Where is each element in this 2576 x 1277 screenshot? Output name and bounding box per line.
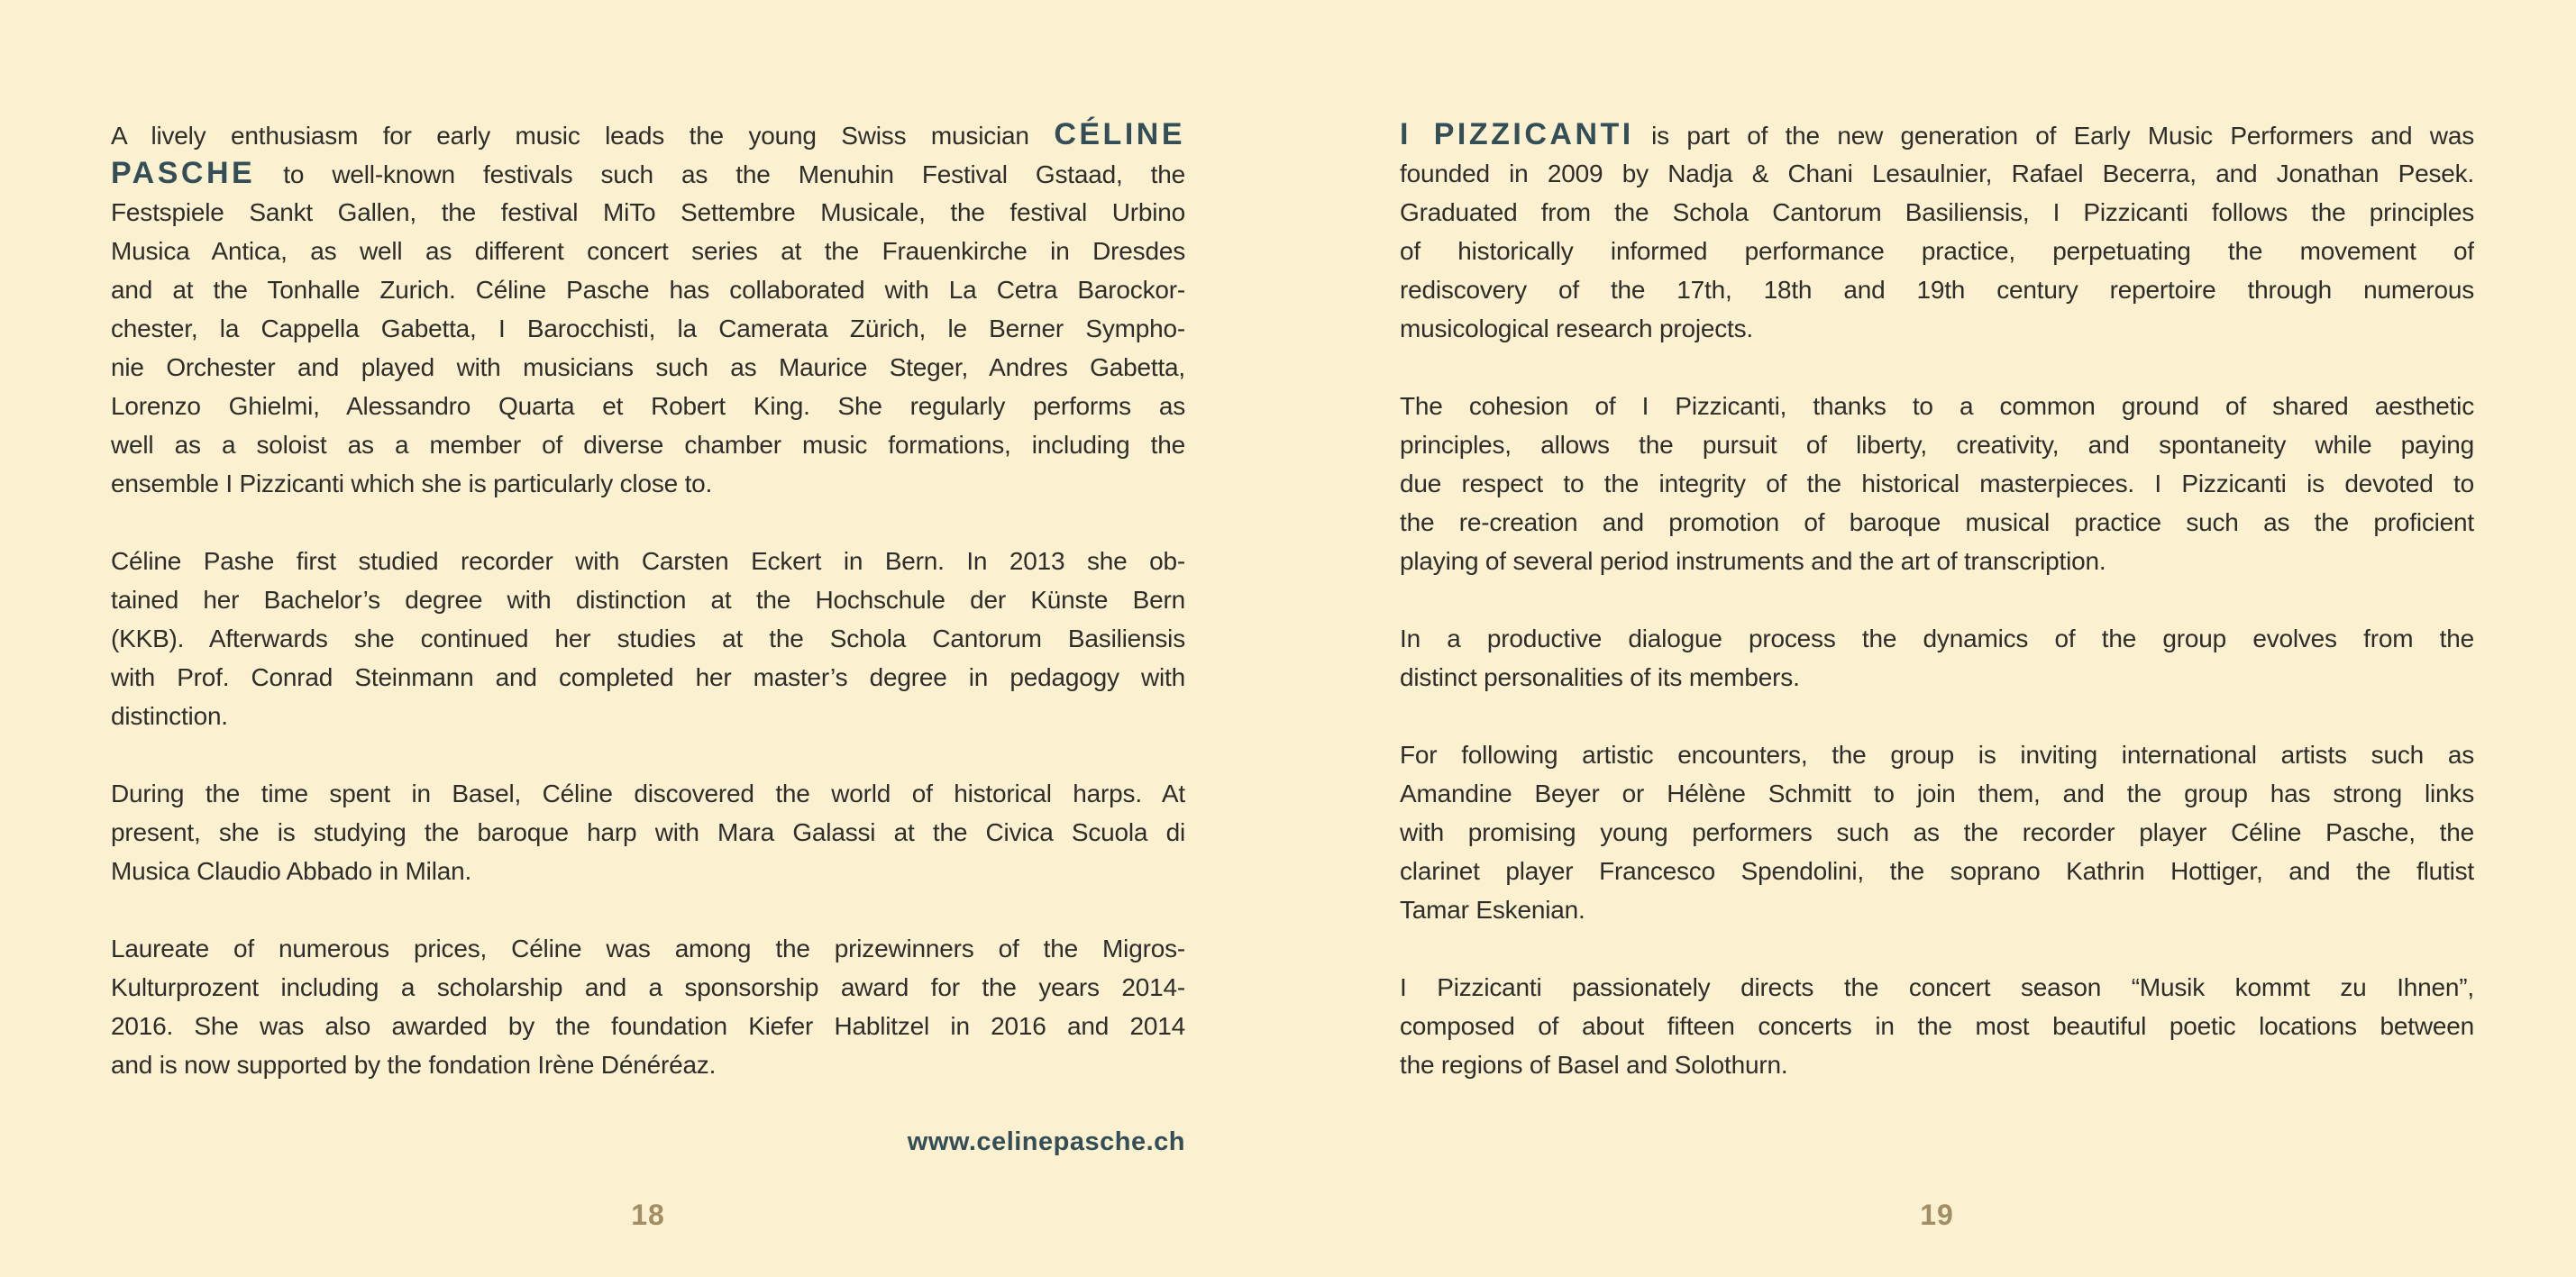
text-line: During the time spent in Basel, Céline discovered the world of historical harps. At [111, 780, 1185, 807]
paragraph [111, 929, 1185, 1084]
text-line: founded in 2009 by Nadja & Chani Lesaulnier, Rafael Becerra, and Jonathan Pesek. [1400, 160, 2474, 187]
text-line: chester, la Cappella Gabetta, I Barocchisti, la Camerata Zürich, le Berner Sympho- [111, 315, 1185, 342]
paragraph [111, 774, 1185, 890]
text-line: distinct personalities of its members. [1400, 663, 1800, 691]
text-line: Kulturprozent including a scholarship and a sponsorship award for the years 2014- [111, 973, 1185, 1001]
paragraph [1400, 387, 2474, 580]
text-line: tained her Bachelor’s degree with distinction at the Hochschule der Künste Bern [111, 586, 1185, 614]
paragraph [1400, 619, 2474, 697]
paragraph [1400, 115, 2474, 348]
text-line: nie Orchester and played with musicians such as Maurice Steger, Andres Gabetta, [111, 353, 1185, 381]
text-line: due respect to the integrity of the historical masterpieces. I Pizzicanti is devoted to [1400, 470, 2474, 497]
page-number-right: 19 [1920, 1199, 1954, 1231]
text-line: I Pizzicanti passionately directs the concert season “Musik kommt zu Ihnen”, [1400, 973, 2474, 1001]
text-line: with Prof. Conrad Steinmann and completed her master’s degree in pedagogy with [111, 663, 1185, 691]
text-line: Musica Antica, as well as different concert series at the Frauenkirche in Dresdes [111, 237, 1185, 265]
text-line: and is now supported by the fondation Irène Dénéréaz. [111, 1051, 717, 1079]
text-line: the re-creation and promotion of baroque musical practice such as the proficient [1400, 508, 2474, 536]
text-line: clarinet player Francesco Spendolini, the soprano Kathrin Hottiger, and the flutist [1400, 857, 2474, 885]
text-line: Tamar Eskenian. [1400, 896, 1585, 924]
text-line: and at the Tonhalle Zurich. Céline Pasche has collaborated with La Cetra Barockor- [111, 276, 1185, 304]
page-number-left: 18 [631, 1199, 665, 1231]
text-line: I PIZZICANTI is part of the new generation of Early Music Performers and was [1400, 117, 2474, 151]
text-line: Musica Claudio Abbado in Milan. [111, 857, 472, 885]
text-line: ensemble I Pizzicanti which she is particularly close to. [111, 470, 713, 497]
page-18 [111, 115, 1185, 1231]
text-line: musicological research projects. [1400, 315, 1753, 342]
text-line: A lively enthusiasm for early music leads the young Swiss musician CÉLINE [111, 117, 1185, 151]
page-19 [1400, 115, 2474, 1231]
text-line: well as a soloist as a member of diverse chamber music formations, including the [111, 431, 1185, 459]
text-line: present, she is studying the baroque harp with Mara Galassi at the Civica Scuola di [111, 818, 1185, 846]
text-line: Graduated from the Schola Cantorum Basiliensis, I Pizzicanti follows the principles [1400, 198, 2474, 226]
text-line: with promising young performers such as the recorder player Céline Pasche, the [1400, 818, 2474, 846]
paragraph [111, 115, 1185, 503]
name-heading: CÉLINE [1054, 117, 1185, 151]
text-line: playing of several period instruments and the art of transcription. [1400, 547, 2106, 575]
website-link[interactable]: www.celinepasche.ch [907, 1127, 1185, 1156]
text-line: Lorenzo Ghielmi, Alessandro Quarta et Robert King. She regularly performs as [111, 392, 1185, 420]
text-line: composed of about fifteen concerts in the most beautiful poetic locations between [1400, 1012, 2474, 1040]
paragraph [1400, 735, 2474, 929]
text-line: of historically informed performance practice, perpetuating the movement of [1400, 237, 2474, 265]
text-line: 2016. She was also awarded by the foundation Kiefer Hablitzel in 2016 and 2014 [111, 1012, 1185, 1040]
text-line: PASCHE to well-known festivals such as the Menuhin Festival Gstaad, the [111, 156, 1185, 190]
text-line: rediscovery of the 17th, 18th and 19th century repertoire through numerous [1400, 276, 2474, 304]
text-line: distinction. [111, 702, 228, 730]
text-line: Amandine Beyer or Hélène Schmitt to join them, and the group has strong links [1400, 780, 2474, 807]
paragraph [1400, 968, 2474, 1084]
text-line: For following artistic encounters, the group is inviting international artists such as [1400, 741, 2474, 769]
page-18-text [111, 115, 1185, 1084]
text-line: the regions of Basel and Solothurn. [1400, 1051, 1788, 1079]
text-line: The cohesion of I Pizzicanti, thanks to a common ground of shared aesthetic [1400, 392, 2474, 420]
page-19-text [1400, 115, 2474, 1084]
name-heading: PASCHE [111, 156, 256, 190]
text-line: Céline Pashe first studied recorder with Carsten Eckert in Bern. In 2013 she ob- [111, 547, 1185, 575]
name-heading: I PIZZICANTI [1400, 117, 1634, 151]
text-line: Festspiele Sankt Gallen, the festival MiTo Settembre Musicale, the festival Urbino [111, 198, 1185, 226]
text-line: Laureate of numerous prices, Céline was among the prizewinners of the Migros- [111, 935, 1185, 962]
text-line: (KKB). Afterwards she continued her studies at the Schola Cantorum Basiliensis [111, 625, 1185, 652]
text-line: In a productive dialogue process the dynamics of the group evolves from the [1400, 625, 2474, 652]
paragraph [111, 542, 1185, 735]
text-line: principles, allows the pursuit of liberty, creativity, and spontaneity while paying [1400, 431, 2474, 459]
